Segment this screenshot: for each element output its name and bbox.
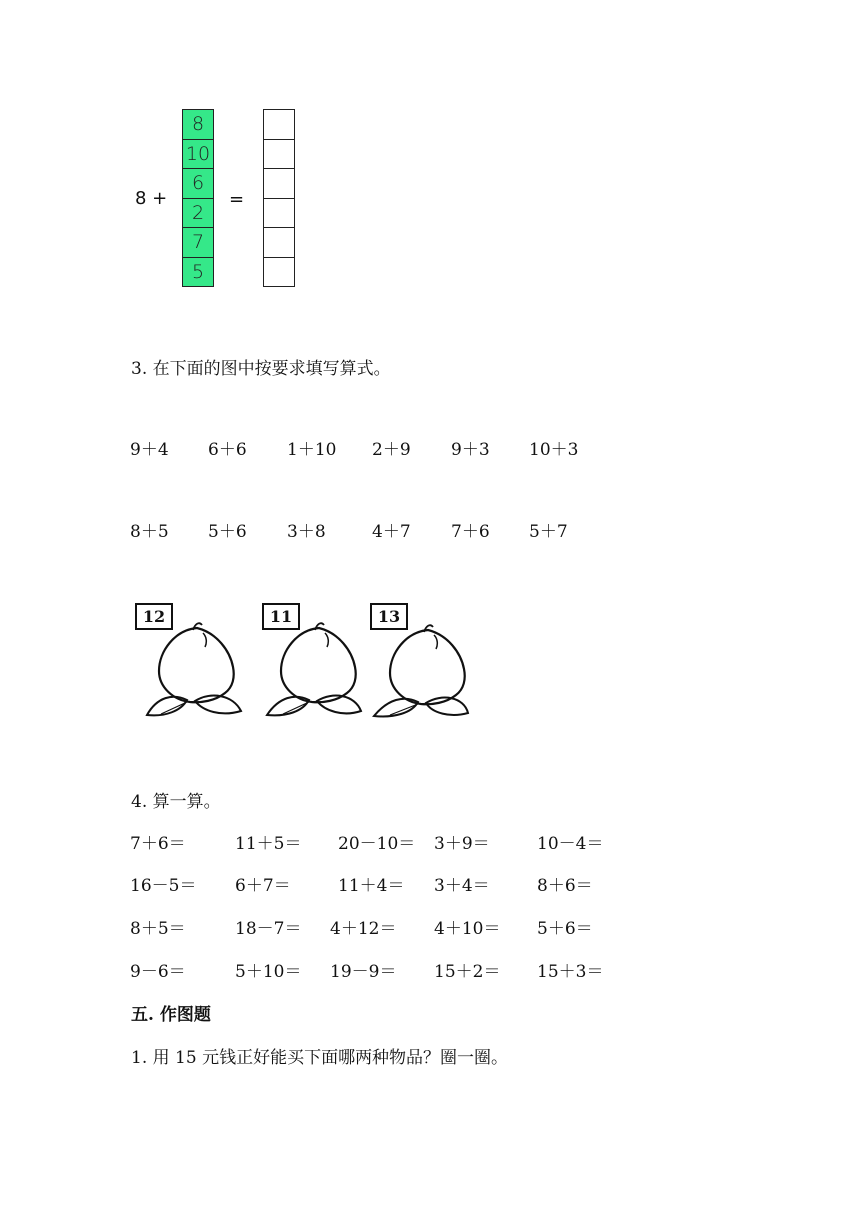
answer-box[interactable] bbox=[264, 258, 294, 288]
peach-target[interactable] bbox=[135, 603, 260, 723]
q4-problem: 19－9＝ bbox=[330, 962, 397, 982]
peach-target[interactable] bbox=[370, 603, 495, 723]
peach-sum-label: 13 bbox=[370, 603, 408, 630]
machine-input-cell: 2 bbox=[183, 199, 213, 229]
q4-problem: 3＋9＝ bbox=[434, 834, 490, 854]
peach-sum-label: 11 bbox=[262, 603, 300, 630]
q3-expression: 2＋9 bbox=[372, 440, 411, 460]
machine-input-cell: 8 bbox=[183, 110, 213, 140]
q3-expression: 8＋5 bbox=[130, 522, 169, 542]
q4-problem: 4＋10＝ bbox=[434, 919, 501, 939]
machine-lhs: 8 + bbox=[135, 188, 168, 209]
machine-input-cell: 5 bbox=[183, 258, 213, 288]
q4-problem: 16－5＝ bbox=[130, 876, 197, 896]
machine-input-cell: 7 bbox=[183, 228, 213, 258]
q4-problem: 11＋4＝ bbox=[338, 876, 405, 896]
q3-expression: 6＋6 bbox=[208, 440, 247, 460]
q3-expression: 4＋7 bbox=[372, 522, 411, 542]
peach-target[interactable] bbox=[262, 603, 387, 723]
q3-expression: 3＋8 bbox=[287, 522, 326, 542]
peach-sum-label: 12 bbox=[135, 603, 173, 630]
machine-equals: = bbox=[229, 189, 245, 210]
answer-box[interactable] bbox=[264, 199, 294, 229]
q4-problem: 7＋6＝ bbox=[130, 834, 186, 854]
q4-problem: 11＋5＝ bbox=[235, 834, 302, 854]
q4-problem: 15＋2＝ bbox=[434, 962, 501, 982]
answer-box[interactable] bbox=[264, 140, 294, 170]
q4-problem: 10－4＝ bbox=[537, 834, 604, 854]
q3-expression: 1＋10 bbox=[287, 440, 337, 460]
q4-problem: 5＋10＝ bbox=[235, 962, 302, 982]
q4-problem: 20－10＝ bbox=[338, 834, 416, 854]
machine-answer-column bbox=[263, 109, 295, 287]
answer-box[interactable] bbox=[264, 228, 294, 258]
q4-problem: 6＋7＝ bbox=[235, 876, 291, 896]
machine-input-cell: 10 bbox=[183, 140, 213, 170]
q4-problem: 8＋5＝ bbox=[130, 919, 186, 939]
q4-problem: 3＋4＝ bbox=[434, 876, 490, 896]
q3-expression: 9＋4 bbox=[130, 440, 169, 460]
q4-title: 4. 算一算。 bbox=[131, 792, 221, 812]
answer-box[interactable] bbox=[264, 110, 294, 140]
q4-problem: 18－7＝ bbox=[235, 919, 302, 939]
answer-box[interactable] bbox=[264, 169, 294, 199]
q3-title: 3. 在下面的图中按要求填写算式。 bbox=[131, 359, 391, 379]
q3-expression: 7＋6 bbox=[451, 522, 490, 542]
machine-input-cell: 6 bbox=[183, 169, 213, 199]
q3-expression: 5＋6 bbox=[208, 522, 247, 542]
q4-problem: 9－6＝ bbox=[130, 962, 186, 982]
q3-expression: 9＋3 bbox=[451, 440, 490, 460]
q4-problem: 4＋12＝ bbox=[330, 919, 397, 939]
q3-expression: 5＋7 bbox=[529, 522, 568, 542]
q4-problem: 8＋6＝ bbox=[537, 876, 593, 896]
section-5-q1: 1. 用 15 元钱正好能买下面哪两种物品？圈一圈。 bbox=[131, 1048, 509, 1068]
machine-input-column bbox=[182, 109, 214, 287]
q4-problem: 5＋6＝ bbox=[537, 919, 593, 939]
section-5-title: 五. 作图题 bbox=[131, 1005, 211, 1025]
q4-problem: 15＋3＝ bbox=[537, 962, 604, 982]
q3-expression: 10＋3 bbox=[529, 440, 579, 460]
